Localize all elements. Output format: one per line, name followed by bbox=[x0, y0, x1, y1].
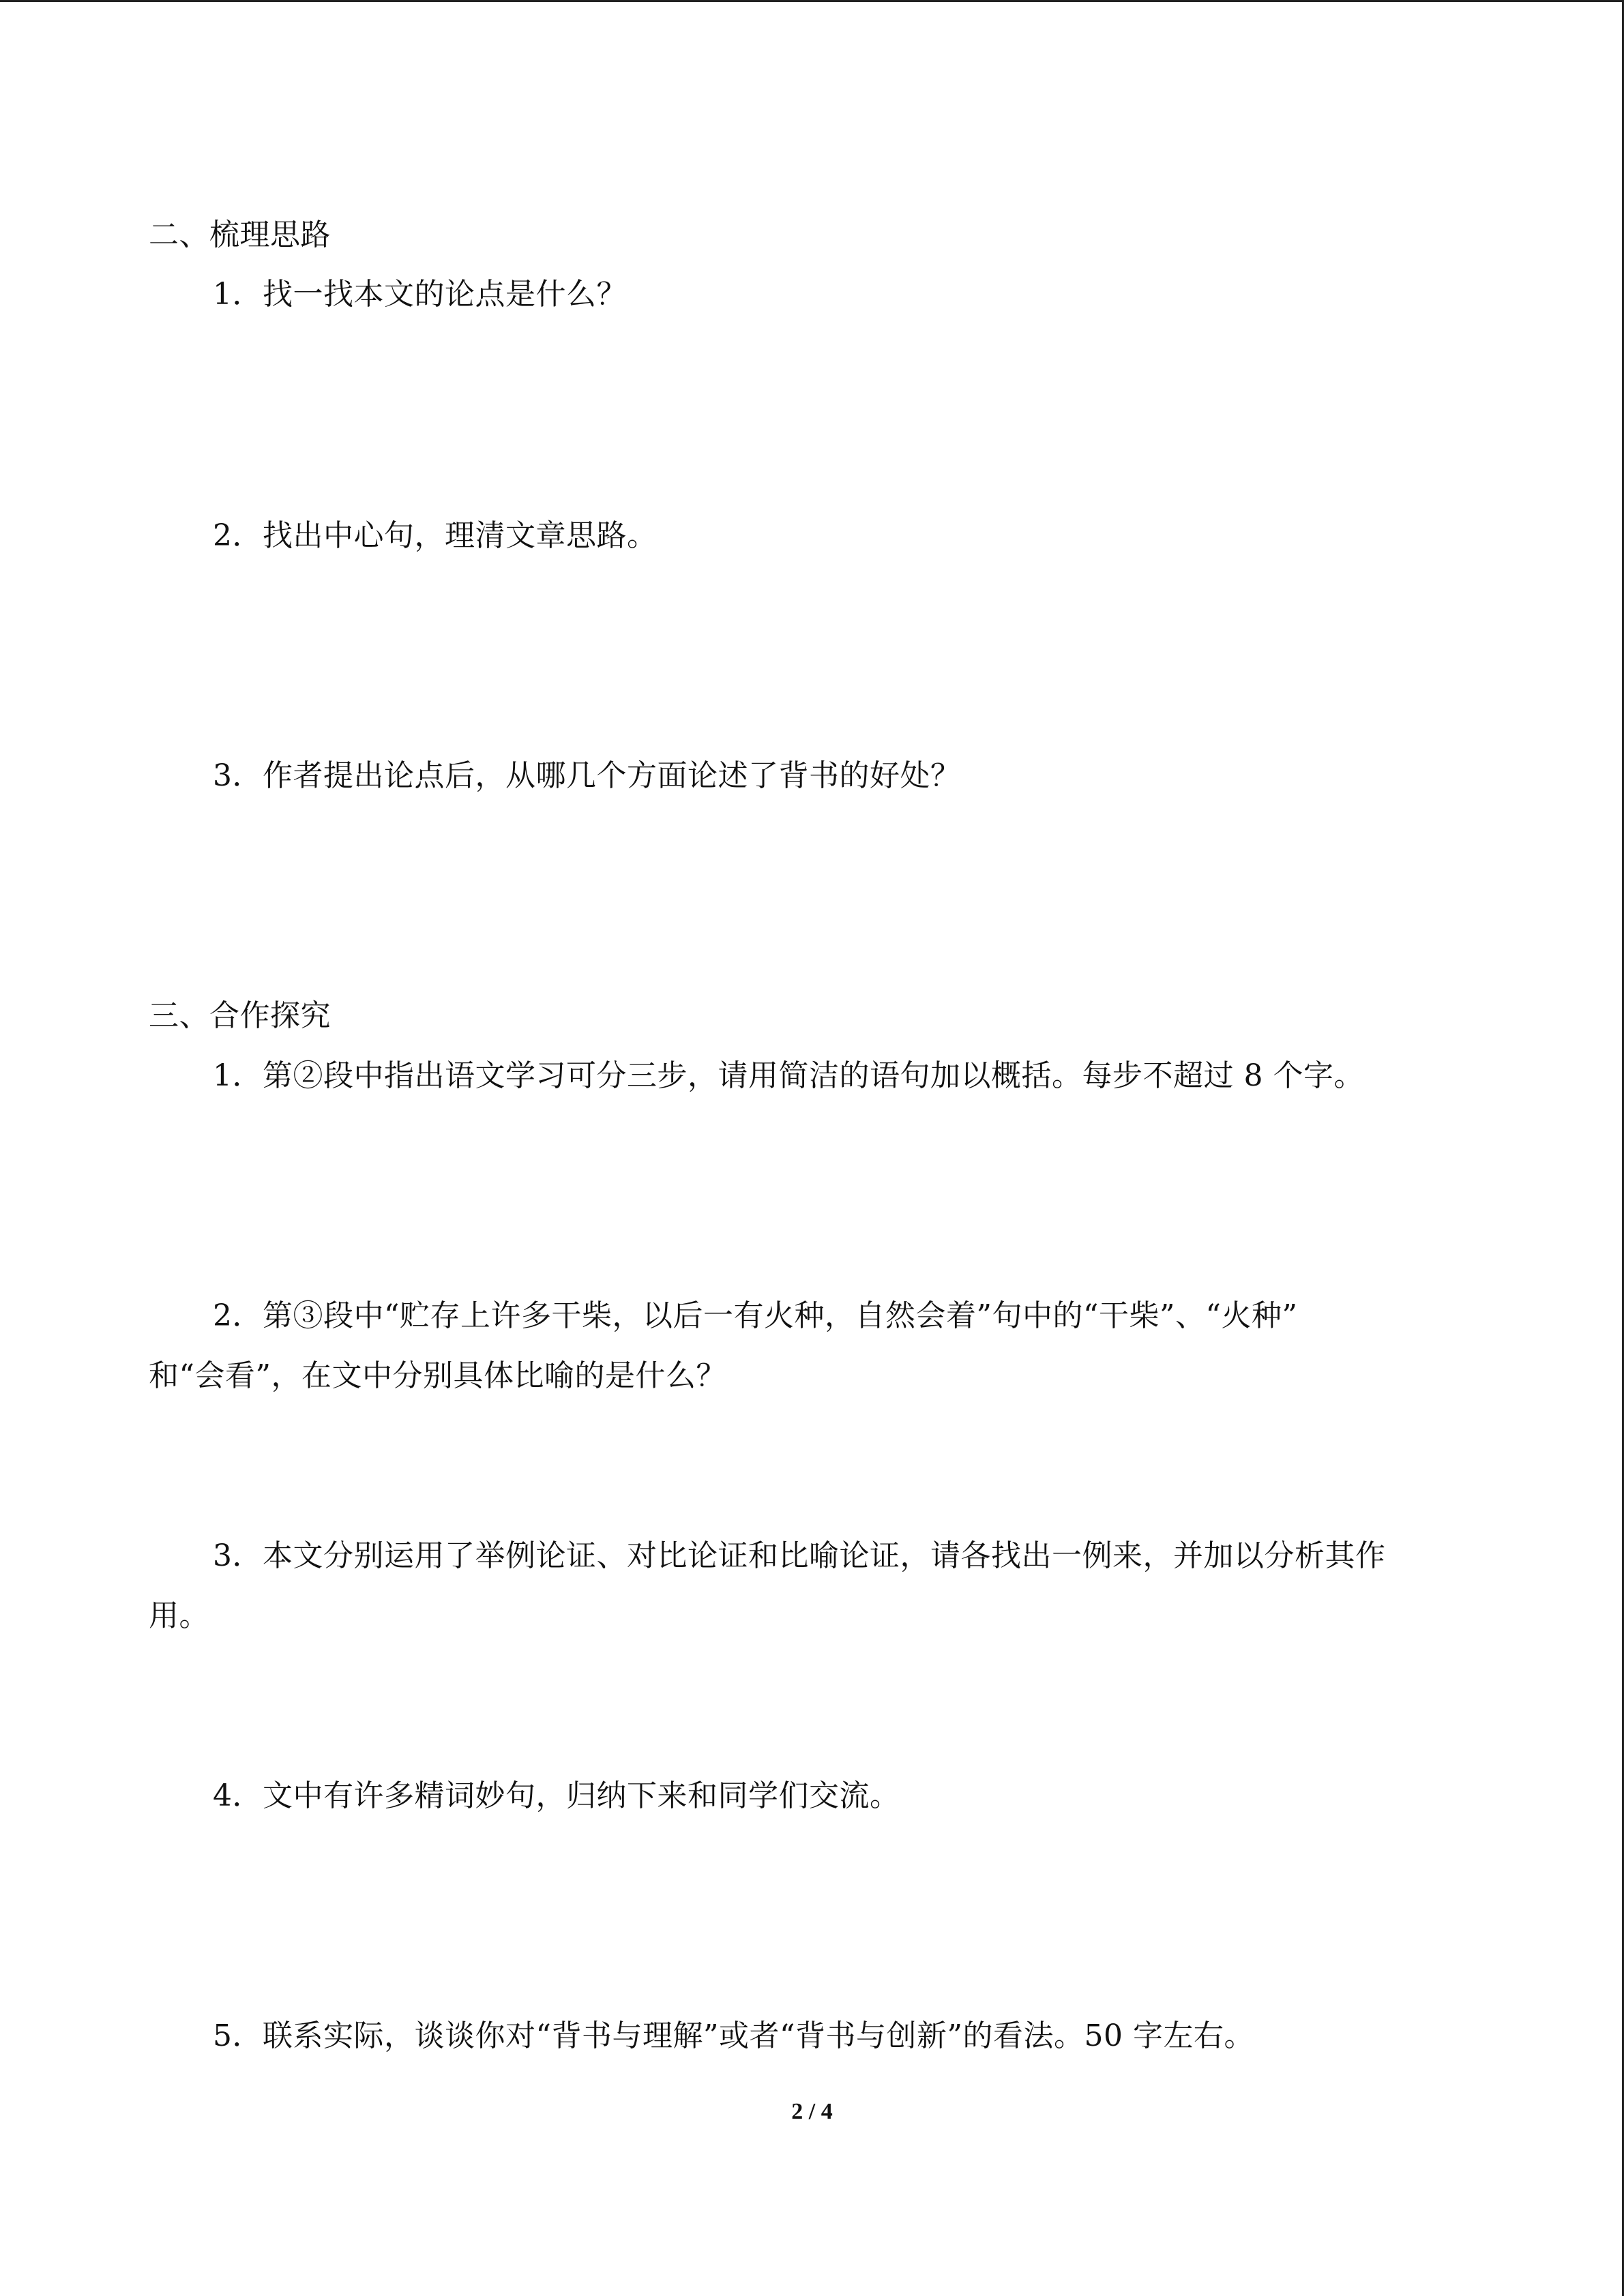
section-heading-sorting: 二、梳理思路 bbox=[149, 218, 331, 252]
question-s3-q2-line2: 和“会看”，在文中分别具体比喻的是什么？ bbox=[149, 1358, 726, 1393]
question-s3-q3-line2: 用。 bbox=[149, 1598, 209, 1633]
question-s2-q3: 3．作者提出论点后，从哪几个方面论述了背书的好处？ bbox=[213, 758, 961, 793]
question-s3-q2-line1: 2．第③段中“贮存上许多干柴，以后一有火种，自然会着”句中的“干柴”、“火种” bbox=[213, 1298, 1298, 1333]
question-s3-q3-line1: 3．本文分别运用了举例论证、对比论证和比喻论证，请各找出一例来，并加以分析其作 bbox=[213, 1538, 1386, 1573]
page-number: 2 / 4 bbox=[791, 2099, 833, 2124]
question-s2-q2: 2．找出中心句，理清文章思路。 bbox=[213, 518, 658, 553]
section-heading-cooperation: 三、合作探究 bbox=[149, 998, 331, 1033]
question-s2-q1: 1．找一找本文的论点是什么？ bbox=[213, 277, 627, 312]
question-s3-q4: 4．文中有许多精词妙句，归纳下来和同学们交流。 bbox=[213, 1778, 900, 1813]
question-s3-q5: 5．联系实际，谈谈你对“背书与理解”或者“背书与创新”的看法。50 字左右。 bbox=[213, 2018, 1254, 2053]
page-border-top bbox=[0, 0, 1624, 2]
question-s3-q1: 1．第②段中指出语文学习可分三步，请用简洁的语句加以概括。每步不超过 8 个字。 bbox=[213, 1058, 1364, 1093]
